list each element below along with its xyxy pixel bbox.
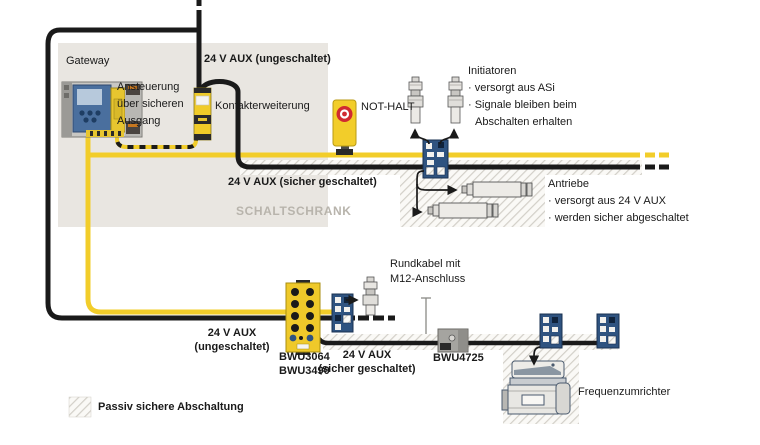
drive-cylinder-2 bbox=[428, 203, 498, 218]
contact-extension-label: Kontakterweiterung bbox=[215, 100, 310, 112]
initiators-bullet1: · versorgt aus ASi bbox=[468, 82, 555, 94]
aux-switched-bottom-label bbox=[318, 348, 416, 376]
initiator-sensor-1 bbox=[408, 77, 423, 123]
round-cable-line1: Rundkabel mit bbox=[390, 258, 461, 270]
drives-note bbox=[548, 176, 689, 227]
round-cable-line2: M12-Anschluss bbox=[390, 273, 466, 285]
contact-extension-module bbox=[194, 88, 211, 140]
bwu4725-label: BWU4725 bbox=[433, 352, 484, 364]
aux-unswitched-bottom-line2: (ungeschaltet) bbox=[194, 341, 270, 353]
bwu3490-label: BWU3490 bbox=[279, 365, 330, 377]
round-cable-label bbox=[390, 257, 465, 287]
initiators-bullet2: · Signale bleiben beim bbox=[468, 99, 577, 111]
frequency-converter-label: Frequenzumrichter bbox=[578, 386, 671, 398]
initiator-sensor-2 bbox=[448, 77, 463, 123]
frequency-converter-device bbox=[502, 361, 570, 414]
m12-sensor bbox=[363, 277, 378, 315]
safe-output-note bbox=[117, 79, 184, 130]
asi-module-right-1 bbox=[540, 314, 562, 348]
aux-unswitched-bottom-label bbox=[178, 326, 286, 354]
aux-unswitched-bottom-line1: 24 V AUX bbox=[207, 327, 257, 339]
round-cable-pointer bbox=[421, 298, 431, 334]
safe-output-note-line2: über sicheren bbox=[117, 98, 184, 110]
bwu3064-label: BWU3064 bbox=[279, 351, 330, 363]
bwu4725-module bbox=[438, 329, 468, 352]
aux-switched-bottom-line2: (sicher geschaltet) bbox=[318, 363, 416, 375]
bwu3064-module bbox=[286, 280, 320, 355]
legend-label: Passiv sichere Abschaltung bbox=[98, 401, 244, 413]
safe-output-note-line3: Ausgang bbox=[117, 115, 161, 127]
aux-switched-bottom-line1: 24 V AUX bbox=[342, 349, 392, 361]
legend-hatch-swatch bbox=[69, 397, 91, 417]
initiators-note bbox=[468, 63, 577, 131]
drives-bullet2: · werden sicher abgeschaltet bbox=[548, 212, 689, 224]
drive-cylinder-1 bbox=[462, 182, 532, 197]
safe-output-note-line1: Ansteuerung bbox=[117, 81, 180, 93]
cabinet-label: SCHALTSCHRANK bbox=[236, 204, 352, 218]
asi-module-top bbox=[423, 140, 448, 178]
emergency-stop-device bbox=[333, 100, 356, 155]
asi-module-right-2 bbox=[597, 314, 619, 348]
emergency-stop-label: NOT-HALT bbox=[361, 101, 415, 113]
initiators-title: Initiatoren bbox=[468, 65, 517, 77]
initiators-bullet2-cont: Abschalten erhalten bbox=[475, 116, 573, 128]
gateway-label: Gateway bbox=[66, 55, 110, 67]
drives-bullet1: · versorgt aus 24 V AUX bbox=[548, 195, 666, 207]
aux-unswitched-top-label: 24 V AUX (ungeschaltet) bbox=[204, 53, 331, 65]
drives-title: Antriebe bbox=[548, 178, 589, 190]
aux-switched-top-label: 24 V AUX (sicher geschaltet) bbox=[228, 176, 377, 188]
